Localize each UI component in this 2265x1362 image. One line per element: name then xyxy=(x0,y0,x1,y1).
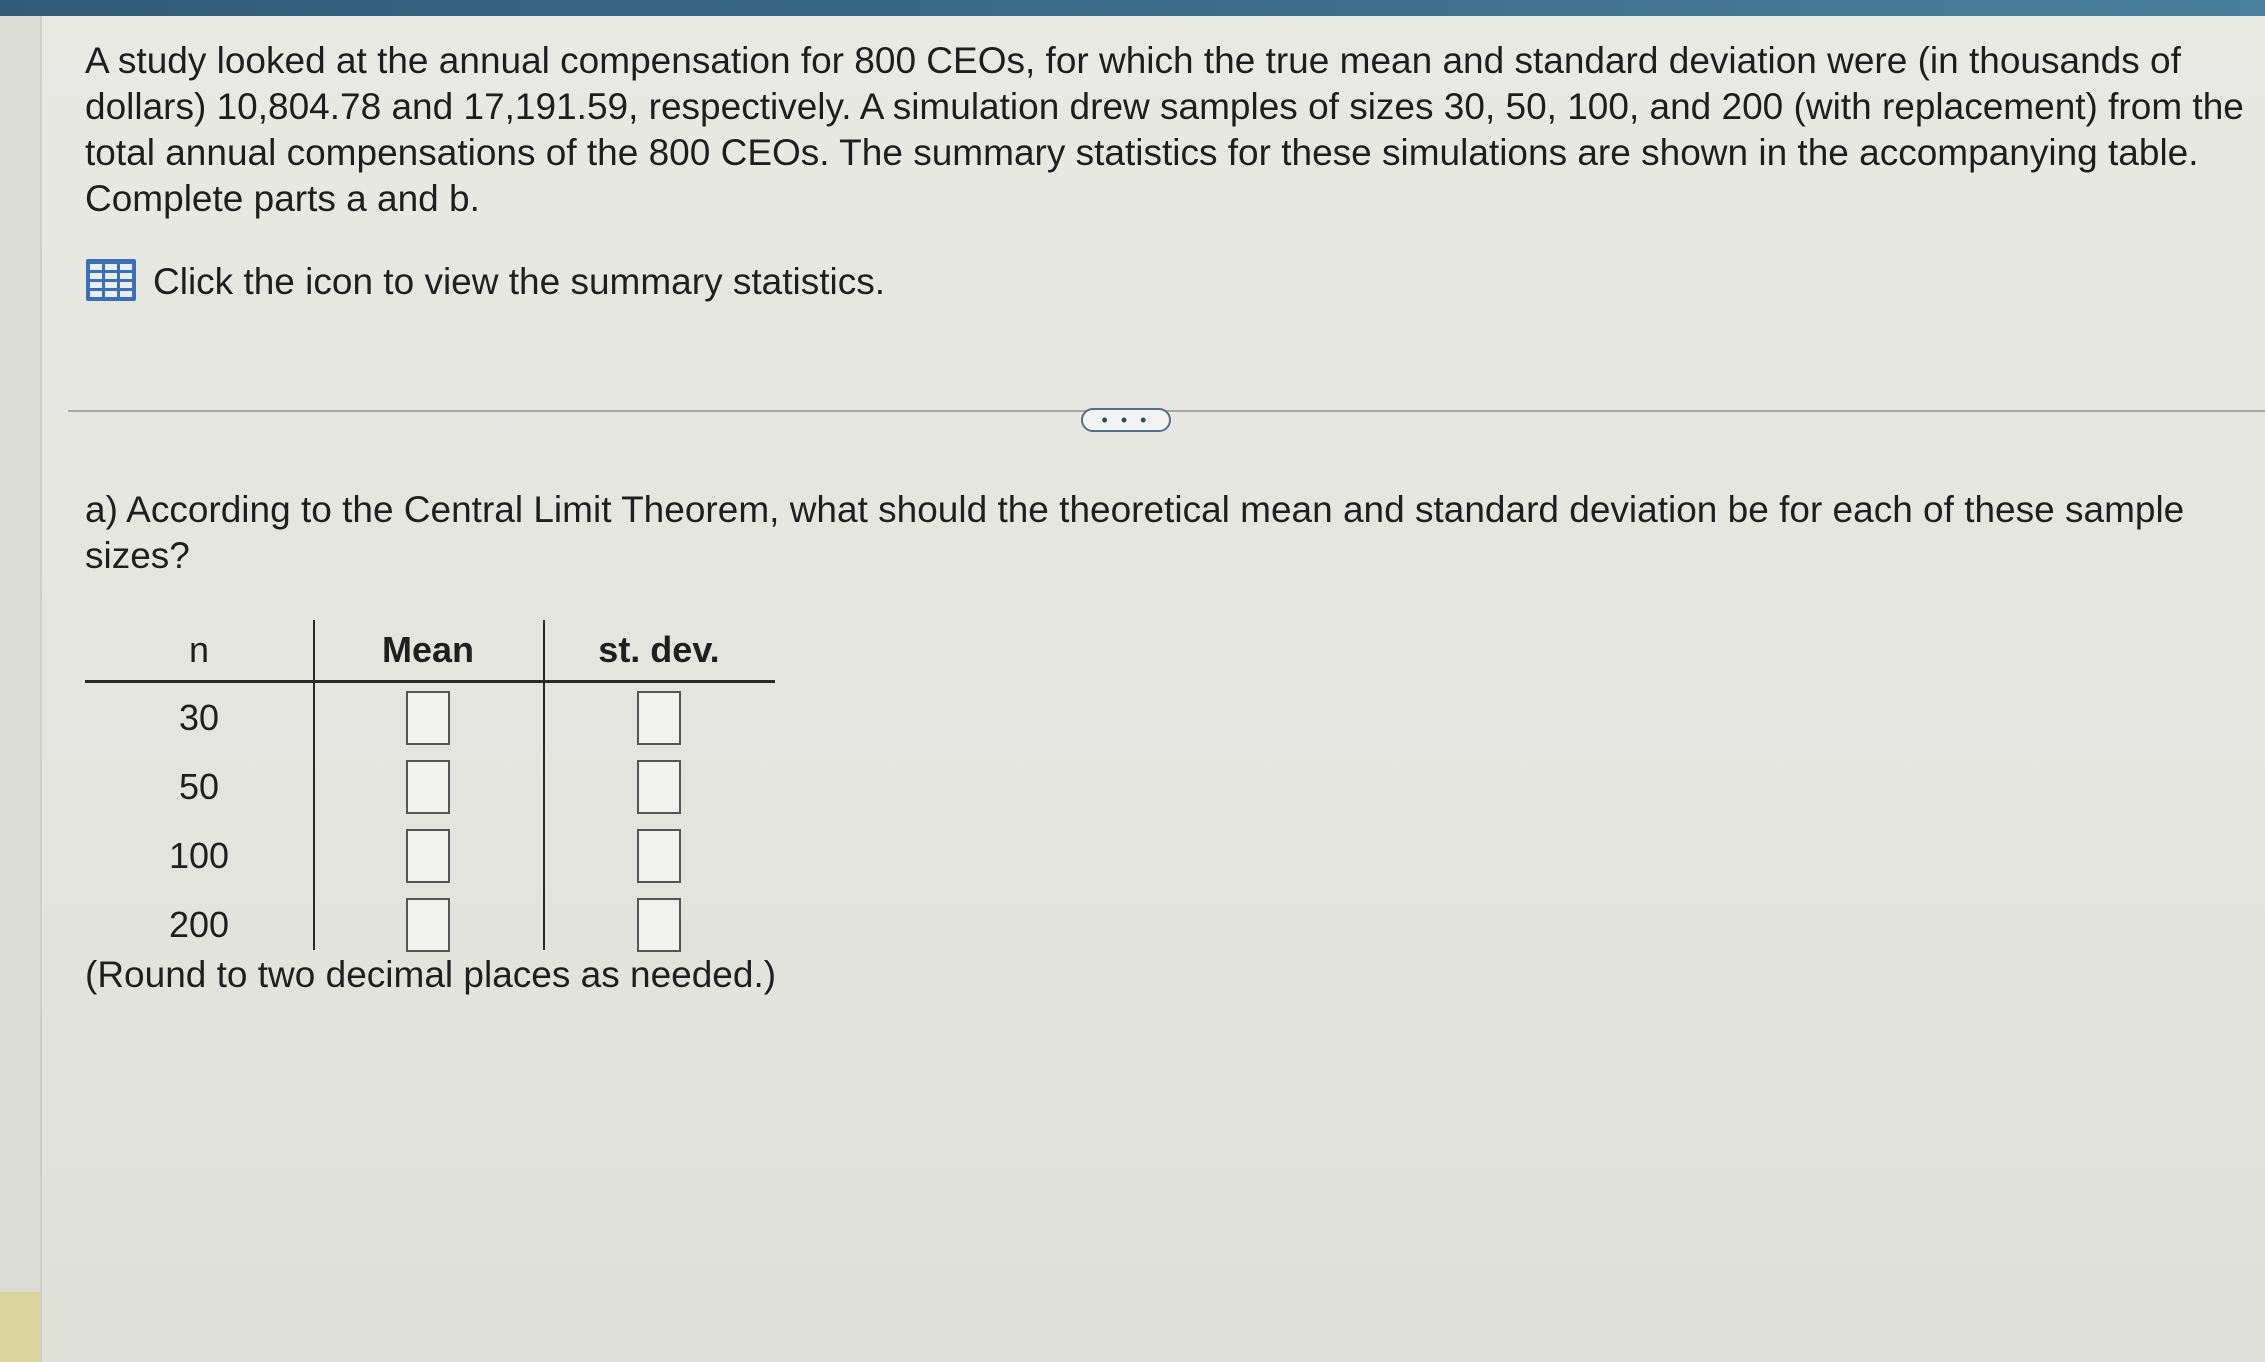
mean-input-n30[interactable] xyxy=(406,691,450,745)
table-body xyxy=(85,683,775,959)
table-icon[interactable] xyxy=(85,258,153,307)
table-row xyxy=(85,683,775,752)
header-n: n xyxy=(188,629,210,670)
problem-area xyxy=(85,38,2244,312)
st-dev-input-n30[interactable] xyxy=(637,691,681,745)
table-row xyxy=(85,821,775,890)
row-n-value: 200 xyxy=(168,904,230,945)
view-summary-statistics-row[interactable] xyxy=(85,252,2235,312)
left-gutter xyxy=(0,16,42,1362)
row-n-value: 50 xyxy=(178,766,220,807)
view-summary-statistics-link[interactable]: Click the icon to view the summary statistics. xyxy=(153,261,885,302)
table-row xyxy=(85,890,775,959)
table-row xyxy=(85,752,775,821)
st-dev-input-n50[interactable] xyxy=(637,760,681,814)
top-header-strip xyxy=(0,0,2265,16)
row-n-value: 30 xyxy=(178,697,220,738)
table-header xyxy=(85,620,775,683)
header-mean: Mean xyxy=(381,629,475,670)
part-a-question: a) According to the Central Limit Theorem, what should the theoretical mean and standard deviation be for each of these sample sizes? xyxy=(85,489,2185,576)
mean-input-n200[interactable] xyxy=(406,898,450,952)
rounding-instruction: (Round to two decimal places as needed.) xyxy=(85,954,777,995)
st-dev-input-n100[interactable] xyxy=(637,829,681,883)
expand-more-button[interactable]: • • • xyxy=(1081,408,1171,432)
row-n-value: 100 xyxy=(168,835,230,876)
st-dev-input-n200[interactable] xyxy=(637,898,681,952)
answer-table xyxy=(85,620,775,959)
mean-input-n50[interactable] xyxy=(406,760,450,814)
mean-input-n100[interactable] xyxy=(406,829,450,883)
problem-statement: A study looked at the annual compensation for 800 CEOs, for which the true mean and standard deviation were (in thousands of dollars) 10,804.78 and 17,191.59, respectively. A simulation drew samples of sizes 30, 50, 100, and 200 (with replacement) from the total annual compensations of the 800 CEOs. The summary statistics for these simulations are shown in the accompanying table. Complete parts a and b. xyxy=(85,40,2244,219)
left-edge-tab xyxy=(0,1292,40,1362)
header-st-dev: st. dev. xyxy=(598,629,720,670)
